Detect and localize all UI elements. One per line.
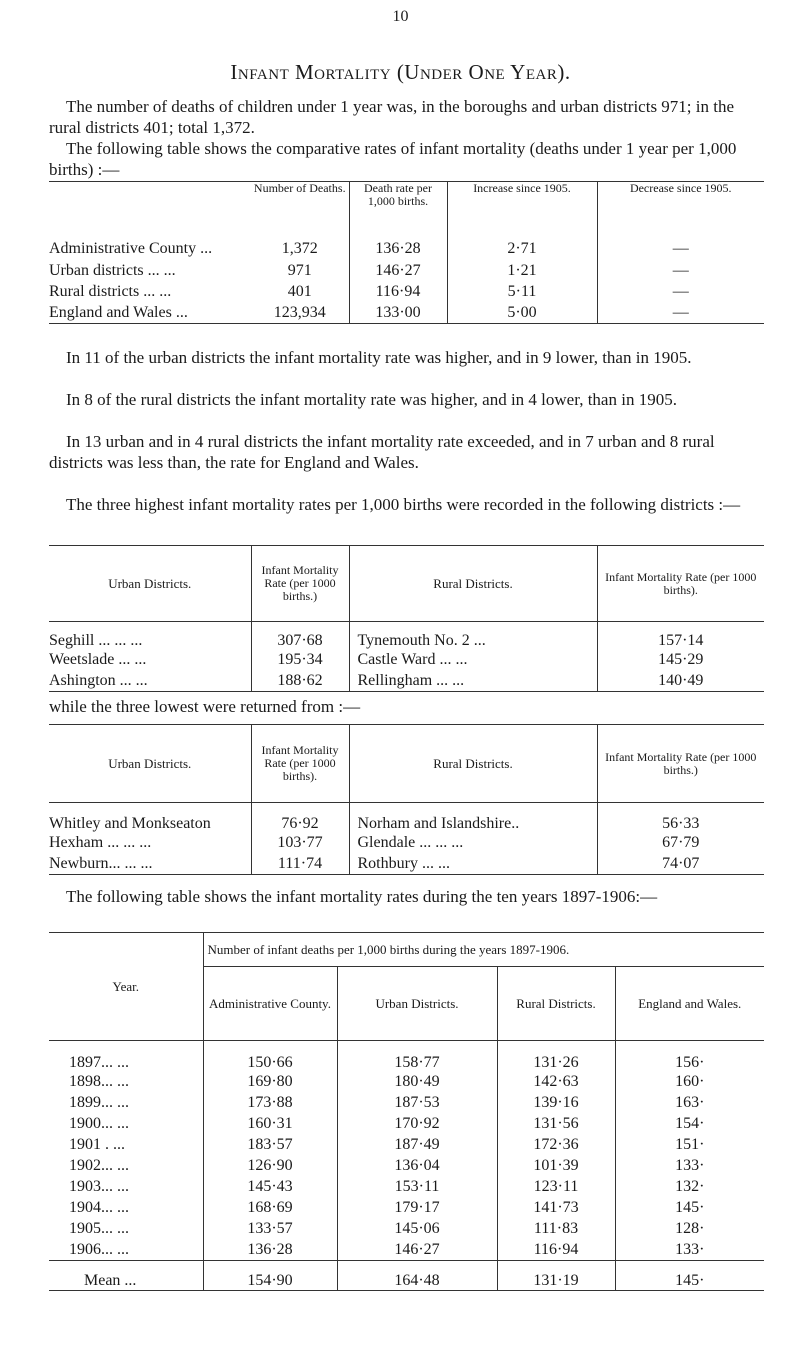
table-row (49, 238, 764, 261)
table-row (49, 650, 764, 671)
table1-label: Rural districts ... ... (49, 283, 172, 300)
table-row (49, 261, 764, 282)
page-number: 10 (392, 8, 409, 25)
table4-urban: 145·06 (337, 1219, 497, 1240)
ten-years-intro: The following table shows the infant mortality rates during the ten years 1897-1906:— (66, 887, 658, 906)
table2-rural: Tynemouth No. 2 ... (349, 622, 597, 650)
table1-deaths: 971 (287, 262, 312, 279)
table4-year: 1902... ... (69, 1157, 129, 1174)
table4-rural: 172·36 (497, 1135, 615, 1156)
table4-year: 1899... ... (69, 1094, 129, 1111)
table2-header-rural: Rural Districts. (349, 546, 597, 622)
table4-urban: 136·04 (337, 1156, 497, 1177)
table4-urban: 153·11 (337, 1177, 497, 1198)
table4-rural: 101·39 (497, 1156, 615, 1177)
table4-admin: 168·69 (203, 1198, 337, 1219)
table4-admin: 173·88 (203, 1093, 337, 1114)
table4-urban: 158·77 (337, 1041, 497, 1072)
mid-paragraph-1: In 11 of the urban districts the infant mortality rate was higher, and in 9 lower, than in 1905. (66, 348, 692, 367)
table-row (49, 671, 764, 692)
table4-rural: 111·83 (497, 1219, 615, 1240)
table1-deaths: 123,934 (273, 303, 326, 321)
intro-paragraph-2: The following table shows the comparative rates of infant mortality (deaths under 1 year per 1,000 births) :— (49, 139, 737, 179)
table4-england: 132· (615, 1177, 764, 1198)
table4-england: 133· (615, 1156, 764, 1177)
table4-rural: 131·56 (497, 1114, 615, 1135)
table4-urban: 187·53 (337, 1093, 497, 1114)
table2-urban-rate: 188·62 (251, 671, 349, 692)
table-row (49, 1041, 764, 1072)
table1-rate: 133·00 (349, 303, 447, 324)
table-row (49, 1240, 764, 1261)
table3-header-urban: Urban Districts. (108, 756, 192, 771)
table4-year: 1903... ... (69, 1178, 129, 1195)
table1-header-blank (49, 182, 251, 238)
table2-urban-rate: 307·68 (251, 622, 349, 650)
table4-year: 1906... ... (69, 1240, 129, 1258)
table4-urban: 180·49 (337, 1072, 497, 1093)
table3-header-rural-rate: Infant Mortality Rate (per 1000 births.) (597, 725, 764, 803)
table3-header-urban-rate: Infant Mortality Rate (per 1000 births). (251, 725, 349, 803)
table4-header-admin: Administrative County. (203, 967, 337, 1041)
table2-rural-rate: 157·14 (597, 622, 764, 650)
table4-header-urban: Urban Districts. (337, 967, 497, 1041)
table-row (49, 1072, 764, 1093)
table2-rural-rate: 145·29 (597, 650, 764, 671)
table3-rural: Norham and Islandshire.. (349, 803, 597, 833)
table1-rate: 136·28 (349, 238, 447, 261)
table1-header-rate: Death rate per 1,000 births. (349, 182, 447, 238)
table4-year: 1901 . ... (69, 1136, 125, 1153)
table4-year: 1905... ... (69, 1220, 129, 1237)
table4-england: 128· (615, 1219, 764, 1240)
table3-urban-rate: 76·92 (251, 803, 349, 833)
table-row-mean (49, 1261, 764, 1291)
table3-urban: Whitley and Monkseaton (49, 814, 211, 832)
table4-year: 1904... ... (69, 1199, 129, 1216)
table1-header-increase: Increase since 1905. (447, 182, 597, 238)
table2-header-urban: Urban Districts. (108, 576, 192, 591)
table4-header-year: Year. (112, 979, 139, 994)
mid-paragraph-4: The three highest infant mortality rates per 1,000 births were recorded in the following districts :— (66, 495, 741, 514)
table3-urban: Newburn... ... ... (49, 854, 153, 872)
table4-admin: 169·80 (203, 1072, 337, 1093)
table4-admin: 150·66 (203, 1041, 337, 1072)
table4-admin: 133·57 (203, 1219, 337, 1240)
table4-urban: 179·17 (337, 1198, 497, 1219)
table2-rural: Castle Ward ... ... (349, 650, 597, 671)
table2-rural-rate: 140·49 (597, 671, 764, 692)
table4-mean-urban: 164·48 (337, 1261, 497, 1291)
mid-paragraph-2: In 8 of the rural districts the infant mortality rate was higher, and in 4 lower, than in 1905. (66, 390, 677, 409)
intro-paragraph-1: The number of deaths of children under 1 year was, in the boroughs and urban districts 971; in the rural districts 401; total 1,372. (49, 97, 735, 137)
table-row (49, 1114, 764, 1135)
table4-england: 154· (615, 1114, 764, 1135)
table1-decrease: — (597, 238, 764, 261)
table-row (49, 833, 764, 854)
table4-admin: 136·28 (203, 1240, 337, 1261)
table-row (49, 1177, 764, 1198)
table1-rate: 116·94 (349, 282, 447, 303)
lowest-rates-table (49, 724, 764, 875)
table3-urban-rate: 103·77 (251, 833, 349, 854)
table4-england: 145· (615, 1198, 764, 1219)
highest-rates-table (49, 545, 764, 692)
table4-year: 1898... ... (69, 1073, 129, 1090)
table4-urban: 146·27 (337, 1240, 497, 1261)
table4-header-rural: Rural Districts. (497, 967, 615, 1041)
table4-urban: 170·92 (337, 1114, 497, 1135)
table4-admin: 145·43 (203, 1177, 337, 1198)
table1-label: England and Wales ... (49, 303, 188, 321)
table1-decrease: — (597, 303, 764, 324)
table1-increase: 1·21 (447, 261, 597, 282)
table1-deaths: 401 (287, 283, 312, 300)
table1-decrease: — (597, 282, 764, 303)
table4-rural: 123·11 (497, 1177, 615, 1198)
table2-urban-rate: 195·34 (251, 650, 349, 671)
table4-mean-england: 145· (615, 1261, 764, 1291)
table3-urban: Hexham ... ... ... (49, 834, 152, 851)
table4-rural: 142·63 (497, 1072, 615, 1093)
table4-year: 1897... ... (69, 1053, 129, 1071)
table4-urban: 187·49 (337, 1135, 497, 1156)
ten-year-rates-table (49, 932, 764, 1291)
table4-england: 151· (615, 1135, 764, 1156)
table1-label: Urban districts ... ... (49, 262, 176, 279)
table4-admin: 160·31 (203, 1114, 337, 1135)
comparative-rates-table (49, 181, 764, 324)
table2-urban: Ashington ... ... (49, 671, 148, 689)
table2-rural: Rellingham ... ... (349, 671, 597, 692)
table-row (49, 1198, 764, 1219)
table4-group-header: Number of infant deaths per 1,000 births during the years 1897-1906. (203, 933, 764, 967)
table4-rural: 139·16 (497, 1093, 615, 1114)
table3-rural: Glendale ... ... ... (349, 833, 597, 854)
table-row (49, 854, 764, 875)
table1-decrease: — (597, 261, 764, 282)
table-row (49, 622, 764, 650)
table4-mean-admin: 154·90 (203, 1261, 337, 1291)
table-row (49, 1093, 764, 1114)
table1-increase: 5·00 (447, 303, 597, 324)
table3-rural: Rothbury ... ... (349, 854, 597, 875)
table3-urban-rate: 111·74 (251, 854, 349, 875)
table-row (49, 1219, 764, 1240)
table3-rural-rate: 56·33 (597, 803, 764, 833)
table4-year: 1900... ... (69, 1115, 129, 1132)
table1-header-decrease: Decrease since 1905. (597, 182, 764, 238)
table4-header-england: England and Wales. (615, 967, 764, 1041)
table4-england: 156· (615, 1041, 764, 1072)
table2-header-urban-rate: Infant Mortality Rate (per 1000 births.) (251, 546, 349, 622)
table3-rural-rate: 67·79 (597, 833, 764, 854)
table4-admin: 126·90 (203, 1156, 337, 1177)
table1-increase: 5·11 (447, 282, 597, 303)
table1-deaths: 1,372 (281, 240, 318, 257)
table1-rate: 146·27 (349, 261, 447, 282)
mid-paragraph-3: In 13 urban and in 4 rural districts the infant mortality rate exceeded, and in 7 urban and 8 rural districts was less than, the rate for England and Wales. (49, 432, 715, 472)
lowest-intro: while the three lowest were returned from :— (49, 697, 361, 716)
table1-label: Administrative County ... (49, 240, 213, 257)
table-row (49, 1156, 764, 1177)
table-row (49, 303, 764, 324)
table-row (49, 1135, 764, 1156)
table4-rural: 141·73 (497, 1198, 615, 1219)
table1-increase: 2·71 (447, 238, 597, 261)
table4-rural: 116·94 (497, 1240, 615, 1261)
table3-header-rural: Rural Districts. (349, 725, 597, 803)
table2-header-rural-rate: Infant Mortality Rate (per 1000 births). (597, 546, 764, 622)
table4-mean-label: Mean ... (84, 1272, 137, 1289)
table-row (49, 282, 764, 303)
table-row (49, 803, 764, 833)
table4-england: 163· (615, 1093, 764, 1114)
table1-header-deaths: Number of Deaths. (253, 181, 346, 195)
table2-urban: Weetslade ... ... (49, 651, 147, 668)
table4-rural: 131·26 (497, 1041, 615, 1072)
table4-england: 160· (615, 1072, 764, 1093)
table3-rural-rate: 74·07 (597, 854, 764, 875)
table4-mean-rural: 131·19 (497, 1261, 615, 1291)
table4-admin: 183·57 (203, 1135, 337, 1156)
page-heading: Infant Mortality (Under One Year). (230, 60, 571, 84)
table2-urban: Seghill ... ... ... (49, 631, 143, 649)
table4-england: 133· (615, 1240, 764, 1261)
